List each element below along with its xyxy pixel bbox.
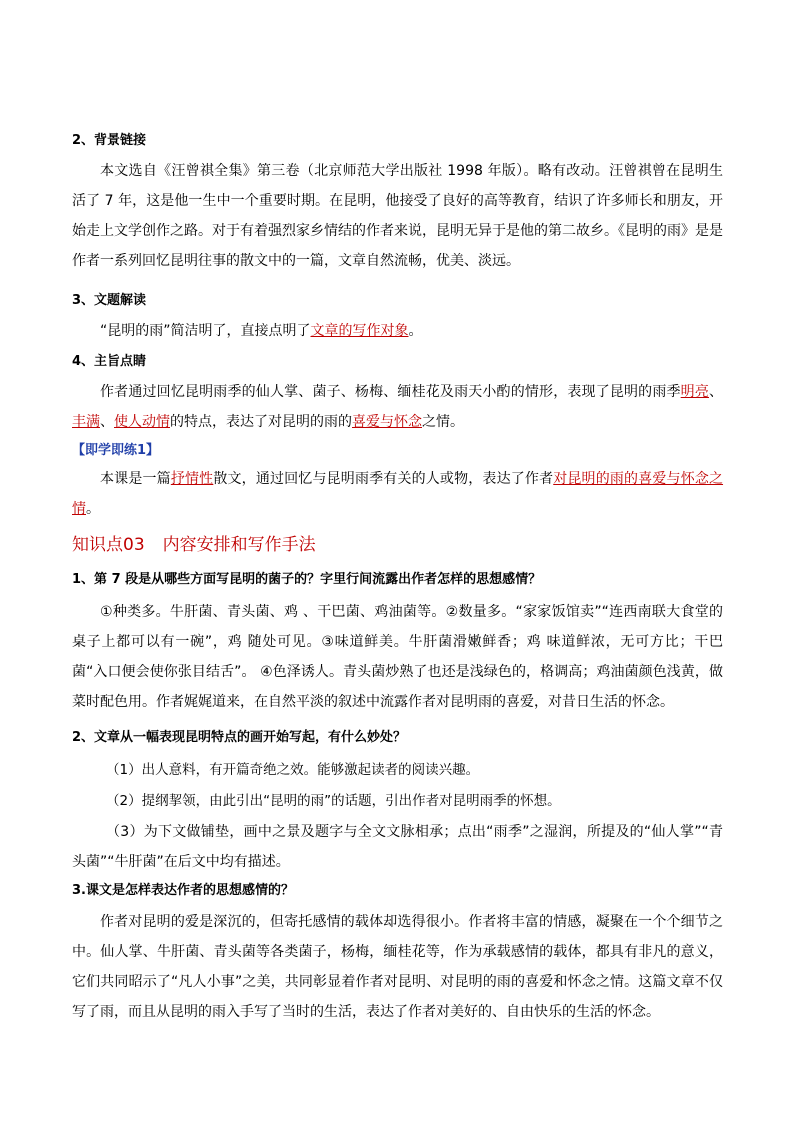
practice-paragraph: 本课是一篇抒情性散文，通过回忆与昆明雨季有关的人或物，表达了作者对昆明的雨的喜爱与怀念之情。 [72, 471, 724, 517]
background-paragraph: 本文选自《汪曾祺全集》第三卷（北京师范大学出版社 1998 年版）。略有改动。汪曾祺曾在昆明生活了 7 年，这是他一生中一个重要时期。在昆明，他接受了良好的高等教育，结识了许多师长和朋友，开始走上文学创作之路。对于有着强烈家乡情结的作者来说，昆明无异于是他的第二故乡。《昆明的雨》是是作者一系列回忆昆明往事的散文中的一篇，文章自然流畅，优美、淡远。 [72, 163, 723, 269]
theme-paragraph: 作者通过回忆昆明雨季的仙人掌、菌子、杨梅、缅桂花及雨天小酌的情形，表现了昆明的雨季明亮、丰满、使人动情的特点，表达了对昆明的雨的喜爱与怀念之情。 [72, 384, 723, 430]
section-heading-background: 2、背景链接 [72, 133, 147, 148]
question-2-heading: 2、文章从一幅表现昆明特点的画开始写起，有什么妙处？ [72, 730, 407, 745]
question-1-heading: 1、第 7 段是从哪些方面写昆明的菌子的？字里行间流露出作者怎样的思想感情？ [72, 572, 542, 587]
knowledge-point-heading: 知识点03 内容安排和写作手法 [72, 535, 316, 555]
question-1-answer: ①种类多。牛肝菌、青头菌、鸡 、干巴菌、鸡油菌等。②数量多。“家家饭馆卖”“连西南联大食堂的桌子上都可以有一碗”，鸡 随处可见。③味道鲜美。牛肝菌滑嫩鲜香；鸡 味道鲜浓，无可方比；干巴菌“入口便会使你张目结舌”。 ④色泽诱人。青头菌炒熟了也还是浅绿色的，格调高；鸡油菌颜色浅黄，做菜时配色用。作者娓娓道来，在自然平淡的叙述中流露作者对昆明雨的喜爱，对昔日生活的怀念。 [72, 604, 723, 710]
question-3-heading: 3.课文是怎样表达作者的思想感情的？ [72, 883, 294, 898]
section-heading-title-reading: 3、文题解读 [72, 293, 147, 308]
title-reading-paragraph: “昆明的雨”简洁明了，直接点明了文章的写作对象。 [100, 323, 423, 339]
question-2-item-2: （2）提纲挈领，由此引出“昆明的雨”的话题，引出作者对昆明雨季的怀想。 [106, 793, 561, 809]
question-2-item-1: （1）出人意料，有开篇奇绝之效。能够激起读者的阅读兴趣。 [106, 762, 480, 778]
question-3-answer: 作者对昆明的爱是深沉的，但寄托感情的载体却选得很小。作者将丰富的情感，凝聚在一个个细节之中。仙人掌、牛肝菌、青头菌等各类菌子，杨梅，缅桂花等，作为承载感情的载体，都具有非凡的意义，它们共同昭示了“凡人小事”之美，共同彰显着作者对昆明、对昆明的雨的喜爱和怀念之情。这篇文章不仅写了雨，而且从昆明的雨入手写了当时的生活，表达了作者对美好的、自由快乐的生活的怀念。 [72, 914, 723, 1020]
practice-label: 【即学即练1】 [72, 443, 160, 458]
question-2-item-3: （3）为下文做铺垫，画中之景及题字与全文文脉相承；点出“雨季”之湿润，所提及的“仙人掌”“青头菌”“牛肝菌”在后文中均有描述。 [72, 824, 723, 870]
section-heading-theme: 4、主旨点睛 [72, 354, 147, 369]
underlined-answer: 文章的写作对象 [310, 323, 409, 339]
